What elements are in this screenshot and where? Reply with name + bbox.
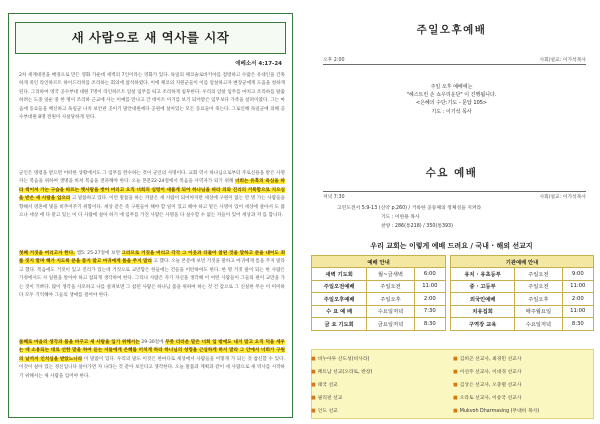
sermon-title: 새 사람으로 새 역사를 시작 — [15, 22, 286, 54]
wednesday-scripture: 고린도전서 5:9-13 (신약 p.260) / 거룩한 공동체의 정체성을 지켜라 — [337, 206, 482, 211]
service-name: 금 요 기도회 — [312, 318, 367, 331]
afternoon-service-details — [303, 83, 600, 116]
dept-day: 주일오전 — [515, 280, 562, 293]
left-table-header: 예배 안내 — [312, 256, 446, 268]
service-day: 금요일저녁 — [367, 318, 414, 331]
wednesday-service-time: 저녁 7:30 — [323, 195, 345, 200]
schedule-heading: 우리 교회는 이렇게 예배 드려요 / 국내 · 해외 선교지 — [370, 242, 533, 250]
wednesday-service-title: 수요 예배 — [425, 167, 478, 179]
sermon-panel — [8, 13, 293, 418]
bullet-icon: ■ — [453, 408, 458, 414]
mission-region: 필리핀 선교 — [317, 396, 343, 401]
service-day: 월~금새벽 — [367, 268, 414, 281]
dept-day: 매주월요일 — [515, 305, 562, 318]
list-item — [311, 381, 522, 388]
bullet-icon: ■ — [311, 395, 316, 401]
service-name: 주일오후예배 — [312, 293, 367, 306]
service-name: 수 요 예 배 — [312, 305, 367, 318]
service-day: 주일오전 — [367, 280, 414, 293]
p2-text-c: 고 말씀하고 있다. 이런 말씀을 하는 까닭은 새 사람이 되어야지만 세상에 구원이 없는 만 명 가는 사람들을 향해서 영혼에 빛을 비추어주기 위함이다. 세상 같은 즉 구원들이 해야 할 일이 있고 해야 하고 맡은 사명이 있어 세상에 살아서 도 많으나 세상 에 다 맡고 있는 이 다 사람에 살아 하기 에 임무를 가진 사람은 사명을 다 실수할 수 없는 자들이 있어 세상과 저 를 합니다. — [19, 196, 285, 219]
afternoon-service-time: 오후 2:00 — [323, 58, 345, 63]
p3-highlight: 그러므로 거짓을 버리고 각각 그 이웃과 더불어 참된 것을 말하고 분을 내어도 죄를 짓지 말며 해가 지도록 분을 품지 말고 마귀에게 틈을 주지 말라 — [19, 251, 286, 265]
sermon-paragraph-3 — [19, 250, 285, 301]
table-row — [312, 280, 594, 293]
dept-name: 유치 · 유초등부 — [451, 268, 515, 281]
dept-time: 9:00 — [562, 268, 593, 281]
bullet-icon: ■ — [311, 408, 316, 414]
table-header-row — [312, 256, 594, 268]
mission-region: 페트남 선교(오라토, 반장) — [317, 370, 373, 375]
dept-time: 11:00 — [562, 280, 593, 293]
divider — [323, 191, 586, 192]
p4-highlight: 무릇 더러운 말은 너희 입 밖에도 내지 말고 오직 덕을 세우는 데 소용되는 대로 선한 말을 하여 듣는 자들에게 은혜를 끼치게 하라 하나님의 성령을 근심하게 하지 말라 그 안에서 너희가 구원의 날까지 인치심을 받았느니라 — [19, 340, 285, 362]
mission-region: 인도 선교 — [317, 409, 338, 414]
mission-people — [453, 355, 521, 362]
worship-panel — [303, 0, 600, 424]
table-row — [312, 318, 594, 331]
sermon-paragraph-4 — [19, 339, 285, 381]
bullet-icon: ■ — [453, 369, 458, 375]
afternoon-line: 주일 오후 예배에는 — [430, 84, 473, 90]
p4-text-d: 이 말씀이 있다. 우리의 말도 이것은 한마디로 세상에서 사람들을 어떻게 가 되는 것 참신할 수 있다. 이것이 살아 있는 정신입니다 살아가면 자 나라는 것 같아 보인다고 생각한다. 오늘 말씀과 계획과 같이 세 사람으로 새 역사를 시작하기 위해서는 새 사람을 입어야 한다. — [19, 356, 285, 379]
list-item — [311, 394, 522, 401]
scripture-reference: 에베소서 4:17-24 — [235, 61, 282, 67]
p4-text-b: 29-30절에 — [139, 340, 166, 345]
mission-people — [453, 394, 521, 401]
service-time: 7:30 — [414, 305, 445, 318]
p1-text: 2차 세계대전을 배경으로 만든 영화 가운데 세벽의 7인이라는 영화가 있다. 독일의 체코슬로바키아를 점령하고 수많은 유대인을 간혹하게 죽인 라인하르트 하이드리히를 조리하는 회의에 참석하였다. 이에 체코의 지원군들이 이를 암살하고자 변장군에게 도움을 청하게 된다. 그리하여 영국 공수부대 대원 7명이 라인하르트 암살 임무를 띠고 조리하게 침투한다. 우리의 암살 임무를 마치고 조리하를 탈출하려는 도중 일순 중 한 명이 조리하 근교에 사는 이예를 만나고 간 데이트 이기를 보기 되어받은 임무보다 가족을 살펴이였다. 그는 마음에 동료들을 배신하고 독일군 나치 보안관 곳이기 말안대원에다 공원에 살아있는 모든 동료들이 죽는다. 그로인해 독일군에 의해 공수부대원 8명 전원이 사살당하게 된다. — [19, 73, 285, 121]
afternoon-line: "헤스트린 손 쇼우리운단" 이 진행됩니다. — [406, 92, 497, 99]
afternoon-line: <은혜의 수단:기도 - 문답 105> — [415, 100, 488, 107]
service-day: 주일오후 — [367, 293, 414, 306]
mission-people-text: 오라토 선교사, 이송국 선교사 — [459, 396, 522, 401]
service-time: 11:00 — [414, 280, 445, 293]
sermon-paragraph-2 — [19, 170, 285, 221]
mission-region: 비누아투 산도성(비사라) — [317, 357, 370, 362]
bullet-icon: ■ — [453, 356, 458, 362]
table-row — [312, 293, 594, 306]
service-name: 주일오전예배 — [312, 280, 367, 293]
list-item — [311, 355, 522, 362]
right-table-header: 기관예배 안내 — [451, 256, 594, 268]
sermon-paragraph-1 — [19, 72, 285, 123]
mission-people-text: 김희곤 선교사, 최경민 선교사 — [459, 357, 522, 362]
list-item — [311, 368, 522, 375]
bullet-icon: ■ — [453, 382, 458, 388]
bullet-icon: ■ — [453, 395, 458, 401]
dept-name: 구역장 교육 — [451, 318, 515, 331]
mission-people — [453, 407, 539, 414]
dept-day: 주일오후 — [515, 293, 562, 306]
afternoon-line: 기도 : 이기석 목사 — [431, 108, 472, 115]
service-name: 새벽 기도회 — [312, 268, 367, 281]
wednesday-prayer: 기도 : 이한용 목사 — [381, 215, 420, 220]
dept-time: 11:00 — [562, 305, 593, 318]
wednesday-service-leader: 사회/설교: 이가석목사 — [539, 195, 586, 200]
dept-name: 치유집회 — [451, 305, 515, 318]
wednesday-hymns: 찬양 : 286(통218) / 350(통393) — [381, 224, 453, 229]
p2-text-a: 군인은 명령을 받으면 어떠한 상황에서도 그 임무를 완수하는 것이 군인의 사명이다. 교회 역시 하나님으로부터 주로신용을 받은 사명 자는 복음을 위하여 생명을 바쳐 복음을 전파해야 한다. 오늘 본문22-24절에서 복음을 사역자가 되기 위해 — [19, 171, 285, 185]
mission-people — [453, 368, 521, 375]
afternoon-service-title: 주일오후예배 — [416, 24, 487, 36]
mission-people-text: 김상은 선교사, 오충렬 선교사 — [459, 383, 522, 388]
p2-highlight: 너희는 유혹의 욕심을 따라 썩어져 가는 구습을 따르는 옛사람을 벗어 버리고 오직 너희의 심령이 새롭게 되어 하나님을 따라 의와 진리의 거룩함으로 지으심을 받은 새 사람을 입으라 — [19, 179, 285, 202]
bullet-icon: ■ — [311, 382, 316, 388]
service-time: 2:00 — [414, 293, 445, 306]
service-day: 수요일저녁 — [367, 305, 414, 318]
worship-schedule-table — [311, 255, 594, 331]
table-row — [312, 305, 594, 318]
p3-text-d: 고 했다. 오늘 본문에 보면 거짓을 말하고 마귀에게 틈을 주지 말라고 했다. 복음에도 거짓이 있고 진리가 있는데 거짓으로 교만함은 한들에는 건들을 이탄하여도 한다. 한 명 거짓 말이 되는 한 사람은 가정에서도 사 일원을 알아야 하고 참되게 생각하여 한다. 그리나 사람은 자기 자신을 생각해 이 어떤 사람들이 그들의 편이 교만을 가는 것이 기쁘다. 많이 생각을 사모하고 나를 살펴보면 그 참된 사람은 하나님 몸을 위하여 하는 것 건 감으로 그 신실한 무슨 이 미미하다 모두 기억해야 그들의 생애를 걸어야 한다. — [19, 259, 285, 299]
list-item — [311, 407, 540, 414]
dept-day: 주일오전 — [515, 268, 562, 281]
p4-highlight-lead: 둘째로 마음의 생각과 몸을 바꾸고 새 사람을 입기 위해서는 — [19, 340, 140, 345]
dept-day: 수요일저녁 — [515, 318, 562, 331]
divider — [323, 64, 586, 65]
bullet-icon: ■ — [311, 356, 316, 362]
dept-time: 2:00 — [562, 293, 593, 306]
mission-people — [453, 381, 521, 388]
mission-people-text: 이선주 선교사, 이대경 선교사 — [459, 370, 522, 375]
dept-name: 외국인예배 — [451, 293, 515, 306]
service-time: 8:30 — [414, 318, 445, 331]
p3-text-b: 엡5: 25-27절에 보면 — [74, 251, 122, 256]
afternoon-service-leader: 사회/설교: 이가석목사 — [539, 58, 586, 63]
dept-time: 8:30 — [562, 318, 593, 331]
mission-region: 태국 선교 — [317, 383, 338, 388]
service-time: 6:00 — [414, 268, 445, 281]
p3-highlight-lead: 첫째 거짓을 버리고자 한다. — [19, 251, 75, 256]
dept-name: 중 · 고등부 — [451, 280, 515, 293]
table-row — [312, 268, 594, 281]
bullet-icon: ■ — [311, 369, 316, 375]
mission-people-text: Mukvoh Dharmasing (무대바 목사) — [459, 409, 540, 414]
